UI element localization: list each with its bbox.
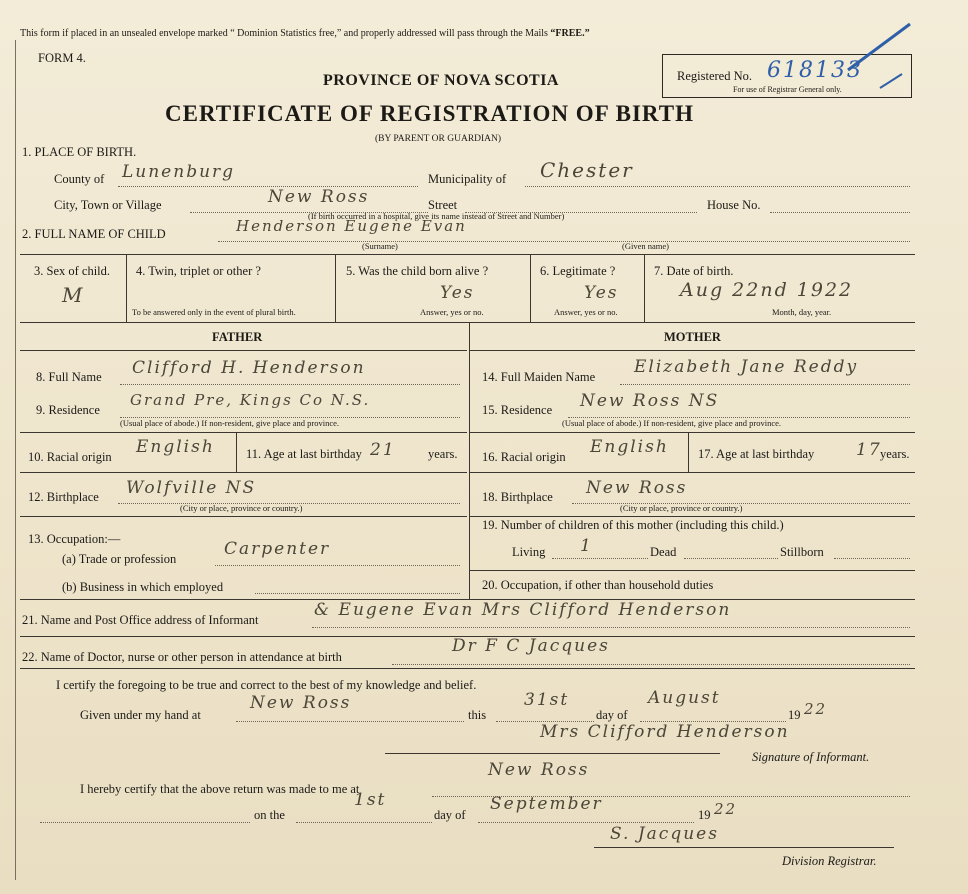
mother-heading: MOTHER (664, 330, 721, 344)
registered-label: Registered No. (677, 69, 752, 83)
registrar-month-line (478, 822, 694, 823)
registrar-general-note: For use of Registrar General only. (733, 85, 842, 94)
informant-line (312, 627, 910, 628)
father-row-rule (20, 432, 467, 433)
certify-day-value: 31st (524, 690, 570, 710)
mother-name-value: Elizabeth Jane Reddy (634, 357, 859, 377)
row3-top-rule (20, 254, 915, 255)
father-name-line (120, 384, 460, 385)
informant-signature: Mrs Clifford Henderson (540, 722, 790, 742)
parents-divider (469, 322, 470, 599)
certify-month-value: August (648, 688, 721, 708)
stillborn-line (834, 558, 910, 559)
certify-year-prefix: 19 (788, 708, 801, 722)
child-name-value: Henderson Eugene Evan (236, 217, 467, 235)
father-birthplace-label: 12. Birthplace (28, 490, 99, 504)
mother-age-label: 17. Age at last birthday (698, 447, 815, 461)
mother-residence-note: (Usual place of abode.) If non-resident, give place and province. (562, 418, 782, 428)
registrar-signature-label: Division Registrar. (782, 854, 877, 868)
doctor-label: 22. Name of Doctor, nurse or other person in attendance at birth (22, 650, 342, 664)
registrar-lead-line (40, 822, 250, 823)
place-of-birth-heading: 1. PLACE OF BIRTH. (22, 145, 137, 159)
municipality-value: Chester (540, 158, 634, 182)
mailing-notice-text: This form if placed in an unsealed envelope marked “ Dominion Statistics free,” and properly addressed will pass through the Mails (20, 28, 548, 39)
certify-top-rule (20, 668, 915, 669)
father-row-rule (20, 516, 467, 517)
legitimate-label: 6. Legitimate ? (540, 264, 616, 278)
date-of-birth-value: Aug 22nd 1922 (680, 279, 854, 301)
certify-day-label: day of (596, 708, 628, 722)
doctor-line (392, 664, 910, 665)
father-residence-note: (Usual place of abode.) If non-resident, give place and province. (120, 418, 340, 428)
mother-occupation-label: 20. Occupation, if other than household duties (482, 578, 714, 592)
registrar-day-line (296, 822, 432, 823)
registered-number: 618133 (767, 58, 863, 83)
legitimate-value: Yes (584, 283, 619, 303)
mother-name-line (620, 384, 910, 385)
date-of-birth-label: 7. Date of birth. (654, 264, 734, 278)
municipality-label: Municipality of (428, 172, 507, 186)
registrar-day-label: day of (434, 808, 466, 822)
mother-name-label: 14. Full Maiden Name (482, 370, 596, 384)
child-name-label: 2. FULL NAME OF CHILD (22, 227, 166, 241)
father-age-divider (236, 432, 237, 472)
mother-age-divider (688, 432, 689, 472)
mother-racial-label: 16. Racial origin (482, 450, 566, 464)
father-heading: FATHER (212, 330, 263, 344)
mother-row-rule (470, 350, 915, 351)
mother-row-rule (470, 472, 915, 473)
father-birthplace-note: (City or place, province or country.) (180, 503, 303, 513)
father-residence-label: 9. Residence (36, 403, 100, 417)
row3-divider (126, 254, 127, 322)
mother-residence-value: New Ross NS (580, 391, 720, 411)
living-value: 1 (580, 536, 593, 556)
trade-label: (a) Trade or profession (62, 552, 177, 566)
mother-years: years. (880, 447, 910, 461)
form-number: FORM 4. (38, 51, 86, 65)
house-line (770, 212, 910, 213)
house-label: House No. (707, 198, 761, 212)
mother-row-rule (470, 570, 915, 571)
surname-note: (Surname) (362, 241, 398, 251)
mailing-notice (20, 28, 590, 39)
city-label: City, Town or Village (54, 198, 162, 212)
father-birthplace-value: Wolfville NS (126, 478, 257, 498)
this-label: this (468, 708, 487, 722)
twin-note: To be answered only in the event of plural birth. (132, 307, 296, 317)
mother-birthplace-note: (City or place, province or country.) (620, 503, 743, 513)
alive-value: Yes (440, 283, 475, 303)
signature-rule (385, 753, 720, 754)
father-racial-label: 10. Racial origin (28, 450, 112, 464)
blue-check-mark (840, 18, 920, 98)
father-residence-value: Grand Pre, Kings Co N.S. (130, 391, 371, 409)
legitimate-note: Answer, yes or no. (554, 307, 618, 317)
father-years: years. (428, 447, 458, 461)
mother-row-rule (470, 516, 915, 517)
father-row-rule (20, 350, 467, 351)
mother-racial-value: English (590, 437, 669, 457)
province-heading: PROVINCE OF NOVA SCOTIA (323, 72, 559, 89)
doctor-value: Dr F C Jacques (452, 636, 610, 656)
date-of-birth-note: Month, day, year. (772, 307, 832, 317)
certificate-subtitle: (BY PARENT OR GUARDIAN) (375, 134, 502, 144)
given-place-line (236, 721, 464, 722)
certificate-title: CERTIFICATE OF REGISTRATION OF BIRTH (165, 101, 694, 126)
municipality-line (525, 186, 910, 187)
certify-year-value: 22 (804, 700, 828, 718)
hospital-note: (If birth occurred in a hospital, give its name instead of Street and Number) (308, 211, 565, 221)
father-row-rule (20, 472, 467, 473)
alive-label: 5. Was the child born alive ? (346, 264, 489, 278)
father-age-label: 11. Age at last birthday (246, 447, 362, 461)
parents-top-rule (20, 322, 915, 323)
twin-label: 4. Twin, triplet or other ? (136, 264, 261, 278)
business-line (255, 593, 460, 594)
father-racial-value: English (136, 437, 215, 457)
registrar-year-value: 22 (714, 800, 738, 818)
county-label: County of (54, 172, 105, 186)
registrar-month-value: September (490, 794, 603, 814)
registrar-day-value: 1st (354, 790, 387, 810)
child-name-line (218, 241, 910, 242)
trade-line (215, 565, 460, 566)
living-label: Living (512, 545, 546, 559)
father-name-label: 8. Full Name (36, 370, 102, 384)
informant-signature-label: Signature of Informant. (752, 750, 870, 764)
dead-label: Dead (650, 545, 677, 559)
mother-residence-label: 15. Residence (482, 403, 553, 417)
given-under-label: Given under my hand at (80, 708, 201, 722)
row3-divider (335, 254, 336, 322)
city-value: New Ross (268, 187, 370, 207)
registrar-signature: S. Jacques (610, 824, 719, 844)
given-name-note: (Given name) (622, 241, 669, 251)
registrar-certify-text: I hereby certify that the above return was made to me at (80, 782, 360, 796)
informant-label: 21. Name and Post Office address of Informant (22, 613, 259, 627)
registrar-signature-rule (594, 847, 894, 848)
father-occupation-label: 13. Occupation:— (28, 532, 121, 546)
informant-value: & Eugene Evan Mrs Clifford Henderson (314, 600, 732, 620)
row3-divider (644, 254, 645, 322)
on-the-label: on the (254, 808, 285, 822)
left-margin-strip (0, 40, 16, 880)
free-word: “FREE.” (550, 28, 590, 39)
living-line (552, 558, 648, 559)
certify-text: I certify the foregoing to be true and correct to the best of my knowledge and belief. (56, 678, 477, 692)
business-label: (b) Business in which employed (62, 580, 224, 594)
street-label: Street (428, 198, 458, 212)
mother-children-label: 19. Number of children of this mother (including this child.) (482, 518, 784, 532)
stillborn-label: Stillborn (780, 545, 824, 559)
alive-note: Answer, yes or no. (420, 307, 484, 317)
registrar-year-prefix: 19 (698, 808, 711, 822)
mother-birthplace-label: 18. Birthplace (482, 490, 553, 504)
dead-line (684, 558, 778, 559)
row3-divider (530, 254, 531, 322)
given-place-value: New Ross (250, 693, 352, 713)
father-name-value: Clifford H. Henderson (132, 358, 366, 378)
mother-age-value: 17 (856, 440, 882, 460)
sex-label: 3. Sex of child. (34, 264, 111, 278)
sex-value: M (62, 283, 85, 307)
mother-row-rule (470, 432, 915, 433)
mother-birthplace-value: New Ross (586, 478, 688, 498)
registrar-place-value: New Ross (488, 760, 590, 780)
father-age-value: 21 (370, 440, 396, 460)
county-value: Lunenburg (122, 162, 236, 182)
trade-value: Carpenter (224, 539, 331, 559)
